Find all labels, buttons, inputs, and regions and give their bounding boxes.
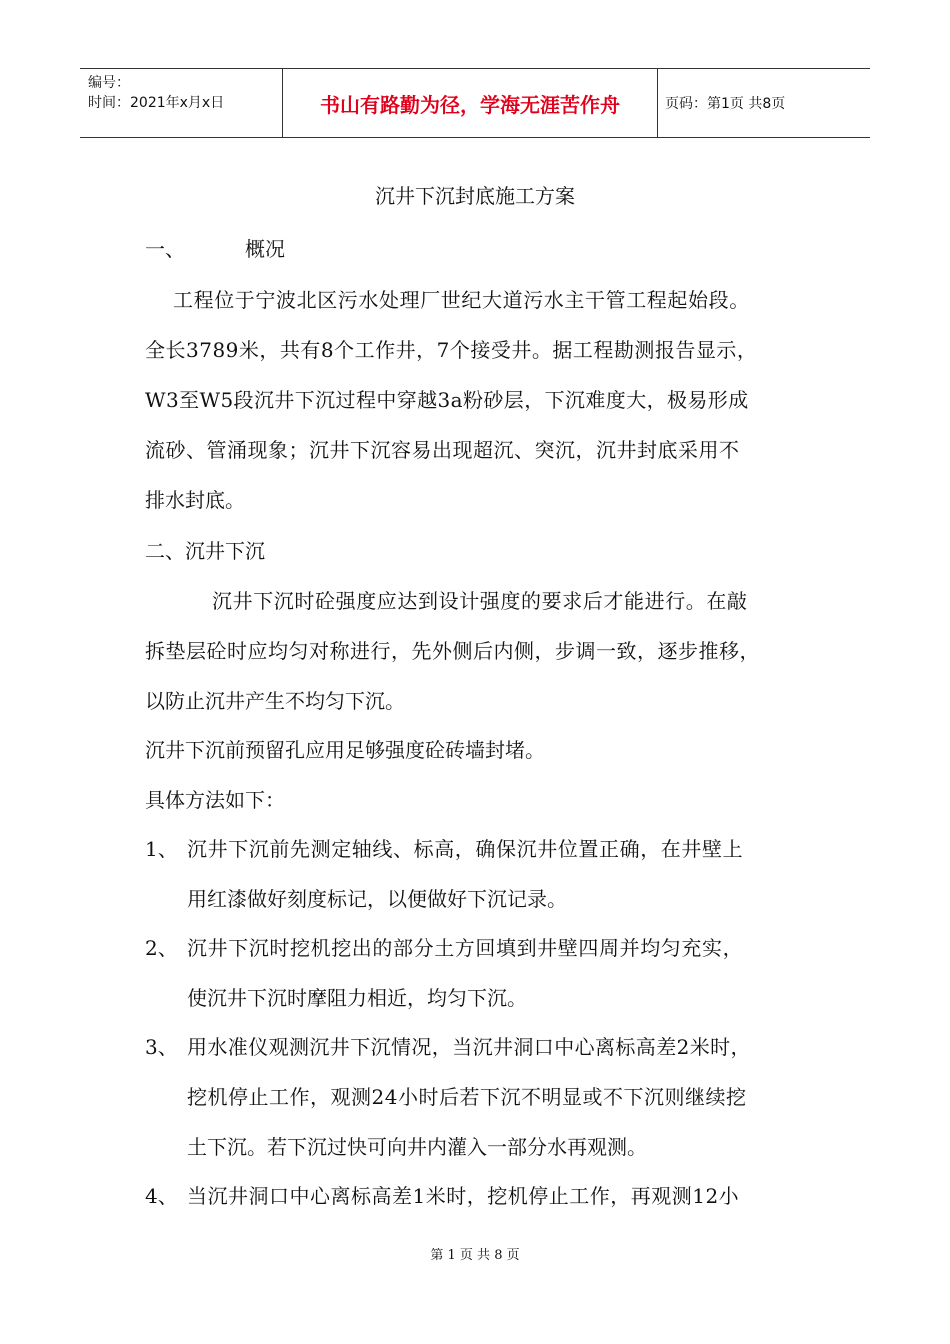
header-divider: [657, 69, 658, 137]
document-time-label: 时间：2021年x月x日: [88, 95, 225, 111]
paragraph-line: 以防止沉井产生不均匀下沉。: [145, 689, 405, 713]
section1-heading: 概况: [245, 237, 285, 261]
paragraph-line: 沉井下沉前预留孔应用足够强度砼砖墙封堵。: [145, 738, 545, 762]
paragraph-line: 拆垫层砼时应均匀对称进行，先外侧后内侧，步调一致，逐步推移，: [145, 639, 760, 663]
section2-heading: 二、沉井下沉: [145, 539, 265, 563]
step-number: 1、: [145, 837, 178, 861]
step-number: 3、: [145, 1035, 178, 1059]
page-footer: 第 1 页 共 8 页: [430, 1248, 520, 1263]
step-line: 使沉井下沉时摩阻力相近，均匀下沉。: [187, 986, 527, 1010]
section1-number: 一、: [145, 237, 185, 261]
step-number: 2、: [145, 936, 178, 960]
step-line: 土下沉。若下沉过快可向井内灌入一部分水再观测。: [187, 1135, 647, 1159]
step-line: 当沉井洞口中心离标高差1米时，挖机停止工作，再观测12小: [187, 1184, 740, 1208]
document-title: 沉井下沉封底施工方案: [375, 184, 575, 208]
step-line: 沉井下沉时挖机挖出的部分土方回填到井壁四周并均匀充实，: [187, 936, 744, 960]
step-number: 4、: [145, 1184, 178, 1208]
step-line: 用水准仪观测沉井下沉情况，当沉井洞口中心离标高差2米时，: [187, 1035, 751, 1059]
paragraph-line: 工程位于宁波北区污水处理厂世纪大道污水主干管工程起始段。: [173, 288, 750, 312]
step-line: 用红漆做好刻度标记，以便做好下沉记录。: [187, 887, 567, 911]
document-number-label: 编号：: [88, 75, 130, 91]
paragraph-line: 全长3789米，共有8个工作井，7个接受井。据工程勘测报告显示，: [145, 338, 758, 362]
header-page-info: 页码：第1页 共8页: [665, 96, 786, 112]
paragraph-line: 具体方法如下：: [145, 788, 285, 812]
paragraph-line: 沉井下沉时砼强度应达到设计强度的要求后才能进行。在敲: [212, 589, 748, 613]
header-meta: [80, 69, 282, 137]
header-divider: [282, 69, 283, 137]
header-slogan: 书山有路勤为径，学海无涯苦作舟: [320, 92, 620, 117]
page-header: [80, 68, 870, 138]
step-line: 沉井下沉前先测定轴线、标高，确保沉井位置正确，在井壁上: [187, 837, 744, 861]
paragraph-line: 流砂、管涌现象；沉井下沉容易出现超沉、突沉，沉井封底采用不: [145, 438, 740, 462]
step-line: 挖机停止工作，观测24小时后若下沉不明显或不下沉则继续挖: [187, 1085, 747, 1109]
paragraph-line: W3至W5段沉井下沉过程中穿越3a粉砂层，下沉难度大，极易形成: [145, 388, 749, 412]
paragraph-line: 排水封底。: [145, 488, 245, 512]
